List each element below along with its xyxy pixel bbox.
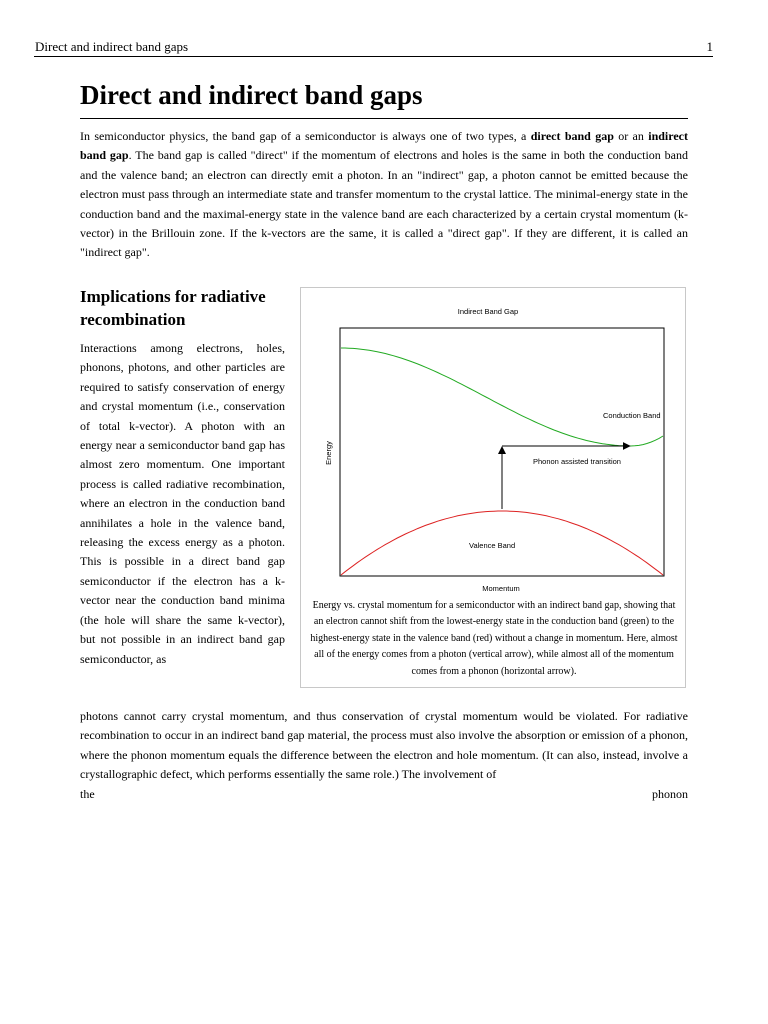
section-paragraph-last-line xyxy=(80,785,688,804)
intro-paragraph xyxy=(80,127,688,263)
title-rule xyxy=(80,118,688,119)
term-indirect-band-gap: indirect band gap xyxy=(80,129,689,163)
last-line-left-word: the xyxy=(80,786,95,801)
conduction-band-curve xyxy=(341,348,663,446)
section-paragraph-wide xyxy=(80,707,688,804)
chart-title: Indirect Band Gap xyxy=(457,307,519,316)
phonon-transition-label: Phonon assisted transition xyxy=(533,457,621,466)
y-axis-label: Energy xyxy=(324,441,333,465)
term-direct-band-gap: direct band gap xyxy=(530,129,614,143)
section-paragraph-wide-text: photons cannot carry crystal momentum, and thus conservation of crystal momentum would be violated. For radiative recombination to occur in an indirect band gap material, the process must also involve the absorption or emission of a phonon, where the phonon momentum equals the difference between the electron and hole momentum. (It can also, instead, involve a crystallographic defect, which performs essentially the same role.) The involvement of xyxy=(80,709,688,782)
intro-text-1: In semiconductor physics, the band gap of a semiconductor is always one of two types, a xyxy=(80,129,531,143)
conduction-band-label: Conduction Band xyxy=(603,411,661,420)
page-title: Direct and indirect band gaps xyxy=(80,80,423,110)
intro-text-3: . The band gap is called "direct" if the momentum of electrons and holes is the same in both the conduction band and the valence band; an electron can directly emit a photon. In an "indirect" gap, a photon cannot be emitted because the electron must pass through an intermediate state and transfer momentum to the crystal lattice. The minimal-energy state in the conduction band and the maximal-energy state in the valence band are each characterized by a certain crystal momentum (k-vector) in the Brillouin zone. If the k-vectors are the same, it is called a "direct gap". If they are different, it is called an "indirect gap". xyxy=(80,148,688,260)
running-title: Direct and indirect band gaps xyxy=(35,39,189,54)
running-header xyxy=(34,38,713,57)
band-gap-figure xyxy=(300,287,686,688)
intro-text-2: or an xyxy=(613,129,649,143)
figure-caption: Energy vs. crystal momentum for a semiconductor with an indirect band gap, showing that an electron cannot shift from the lowest-energy state in the conduction band (green) to the highest-energy state in the valence band (red) without a change in momentum. Here, almost all of the energy comes from a photon (vertical arrow), while almost all of the momentum comes from a phonon (horizontal arrow). xyxy=(310,600,678,677)
x-axis-label: Momentum xyxy=(482,584,520,593)
valence-band-label: Valence Band xyxy=(469,541,516,550)
section-heading: Implications for radiative recombination xyxy=(80,287,266,329)
band-gap-chart xyxy=(301,288,687,598)
last-line-right-word: phonon xyxy=(652,786,688,801)
section-paragraph-narrow: Interactions among electrons, holes, phonons, photons, and other particles are required to satisfy conservation of energy and crystal momentum (i.e., conservation of total k-vector). A photon with an energy near a semiconductor band gap has almost zero momentum. One important process is called radiative recombination, where an electron in the conduction band annihilates a hole in the valence band, releasing the excess energy as a photon. This is possible in a direct band gap semiconductor if the electron has a k-vector near the conduction band minima (the hole will share the same k-vector), but not possible in an indirect band gap semiconductor, as xyxy=(80,341,285,666)
page-number: 1 xyxy=(706,39,713,54)
